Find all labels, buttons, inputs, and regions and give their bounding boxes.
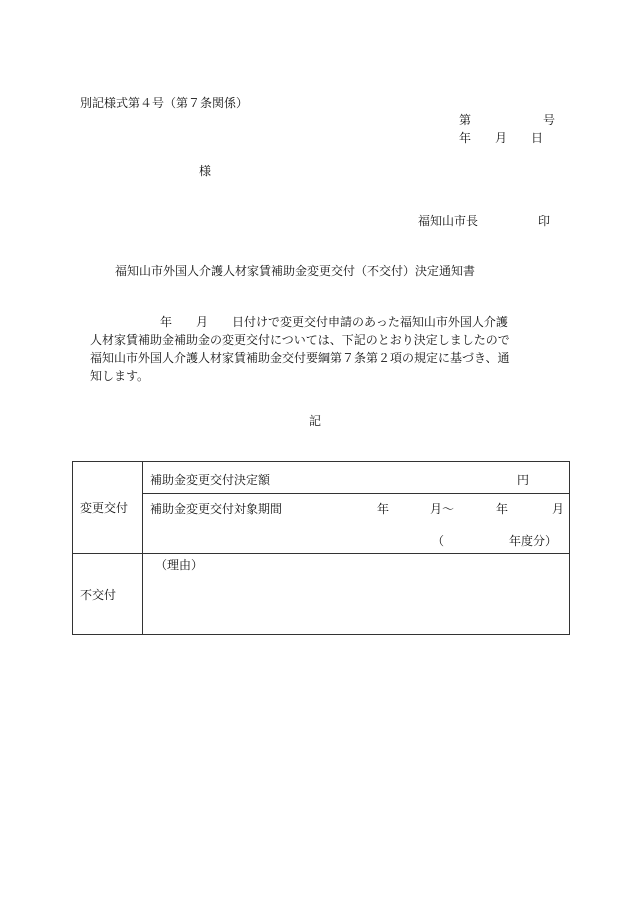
sender-name: 福知山市長 (418, 214, 479, 228)
fiscal-year-suffix: 年度分） (509, 534, 558, 548)
issue-date: 年 月 日 (459, 131, 544, 145)
ki-heading: 記 (309, 414, 322, 428)
body-line: 知します。 (90, 369, 150, 383)
amount-unit: 円 (517, 473, 530, 487)
amount-row (143, 462, 570, 494)
addressee-suffix: 様 (199, 164, 212, 178)
change-label: 変更交付 (80, 501, 129, 515)
amount-label: 補助金変更交付決定額 (150, 473, 271, 487)
period-end-year: 年 (496, 502, 509, 516)
period-start-month: 月～ (430, 502, 455, 516)
period-row (143, 494, 570, 554)
change-label-cell (73, 462, 143, 554)
fiscal-open: （ (432, 534, 445, 548)
form-number: 別記様式第４号（第７条関係） (80, 96, 249, 110)
period-end-month: 月 (552, 502, 565, 516)
reason-cell (143, 554, 570, 635)
nondelivery-label: 不交付 (80, 587, 117, 602)
body-line: 年 月 日付けで変更交付申請のあった福知山市外国人介護 (160, 315, 508, 329)
reason-label: （理由） (155, 558, 204, 572)
decision-table (72, 461, 570, 635)
period-start-year: 年 (377, 502, 390, 516)
period-label: 補助金変更交付対象期間 (150, 502, 283, 516)
nondelivery-label-cell (73, 554, 143, 635)
document-title: 福知山市外国人介護人材家賃補助金変更交付（不交付）決定通知書 (115, 264, 476, 278)
document-number: 第 号 (459, 113, 556, 127)
body-line: 福知山市外国人介護人材家賃補助金交付要綱第７条第２項の規定に基づき、通 (90, 351, 510, 365)
body-line: 人材家賃補助金補助金の変更交付については、下記のとおり決定しましたので (90, 333, 510, 347)
body-paragraph (90, 313, 552, 385)
seal-mark: 印 (538, 214, 551, 228)
